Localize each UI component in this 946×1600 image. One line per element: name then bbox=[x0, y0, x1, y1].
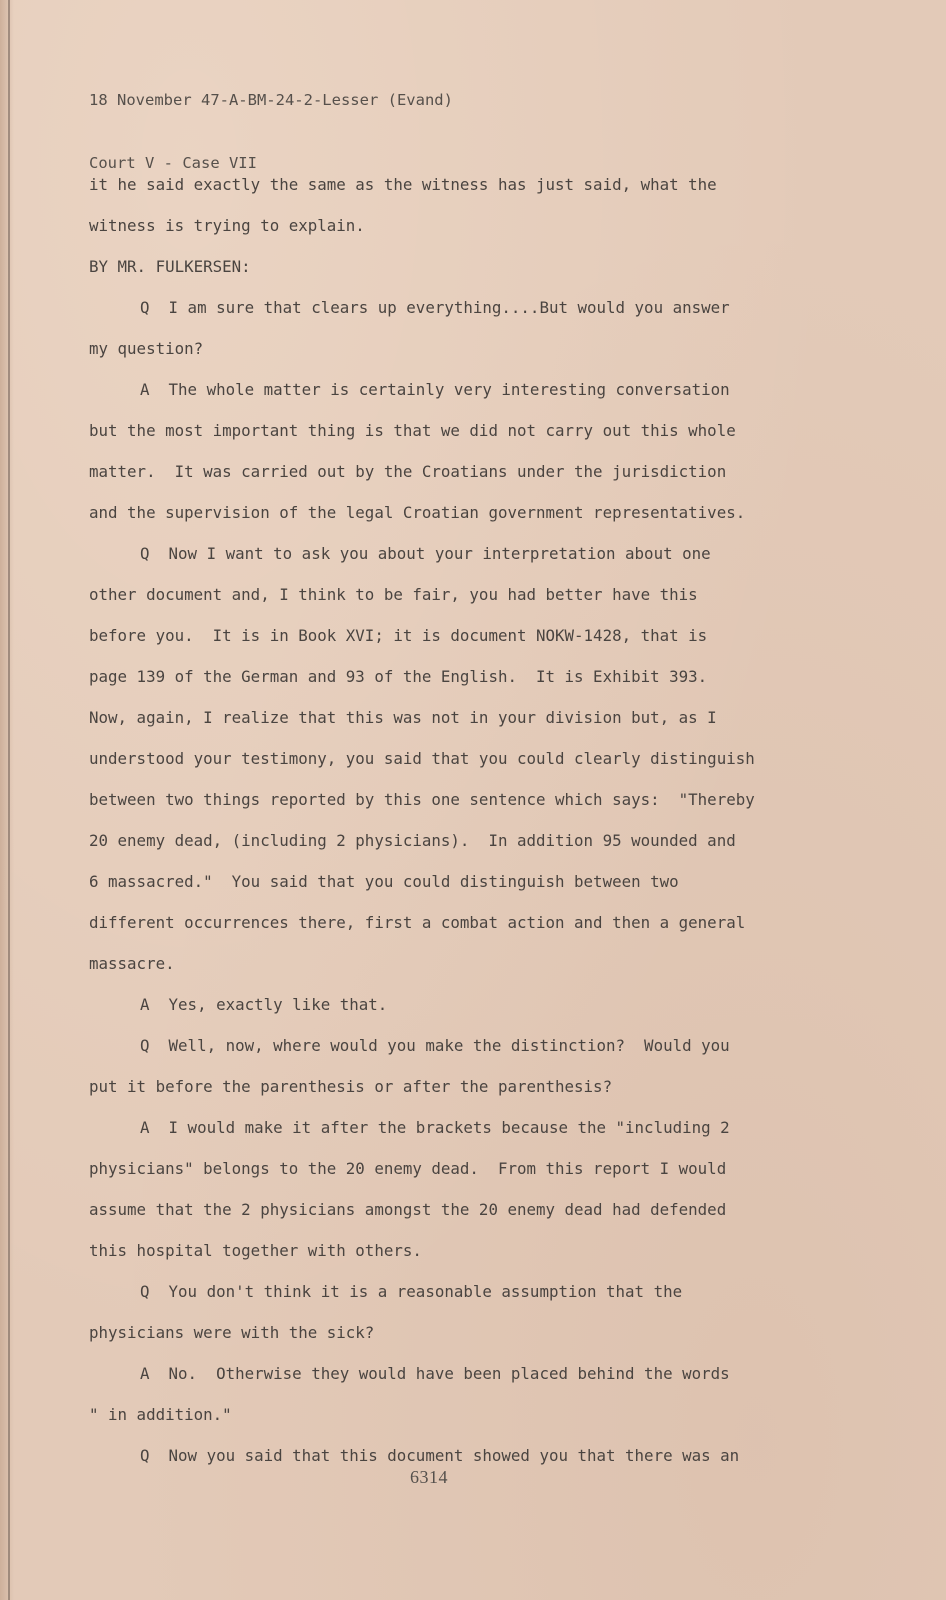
transcript-line: Q Now you said that this document showed you that there was an bbox=[140, 1446, 740, 1465]
transcript-line: witness is trying to explain. bbox=[89, 216, 365, 235]
transcript-line: " in addition." bbox=[89, 1405, 232, 1424]
header-court-line: Court V - Case VII bbox=[89, 154, 257, 172]
transcript-line: my question? bbox=[89, 339, 204, 358]
transcript-line: matter. It was carried out by the Croatians under the jurisdiction bbox=[89, 462, 727, 481]
transcript-line: A Yes, exactly like that. bbox=[140, 995, 388, 1014]
header-reference-line: 18 November 47-A-BM-24-2-Lesser (Evand) bbox=[89, 91, 453, 109]
transcript-line: this hospital together with others. bbox=[89, 1241, 422, 1260]
transcript-line: but the most important thing is that we did not carry out this whole bbox=[89, 421, 736, 440]
transcript-line: Q I am sure that clears up everything....But would you answer bbox=[140, 298, 730, 317]
transcript-line: different occurrences there, first a combat action and then a general bbox=[89, 913, 746, 932]
transcript-line: Q Well, now, where would you make the distinction? Would you bbox=[140, 1036, 730, 1055]
transcript-line: 20 enemy dead, (including 2 physicians). In addition 95 wounded and bbox=[89, 831, 736, 850]
transcript-body bbox=[89, 170, 824, 1482]
transcript-line: other document and, I think to be fair, you had better have this bbox=[89, 585, 698, 604]
transcript-line: A No. Otherwise they would have been placed behind the words bbox=[140, 1364, 730, 1383]
transcript-line: and the supervision of the legal Croatian government representatives. bbox=[89, 503, 746, 522]
transcript-line: it he said exactly the same as the witness has just said, what the bbox=[89, 175, 717, 194]
transcript-line: BY MR. FULKERSEN: bbox=[89, 257, 251, 276]
transcript-line: page 139 of the German and 93 of the English. It is Exhibit 393. bbox=[89, 667, 708, 686]
transcript-line: A The whole matter is certainly very interesting conversation bbox=[140, 380, 730, 399]
page-number: 6314 bbox=[410, 1467, 448, 1487]
transcript-line: Now, again, I realize that this was not in your division but, as I bbox=[89, 708, 717, 727]
transcript-line: Q Now I want to ask you about your interpretation about one bbox=[140, 544, 711, 563]
paper-binding-line bbox=[8, 0, 10, 1600]
paper-left-edge bbox=[0, 0, 14, 1600]
transcript-line: massacre. bbox=[89, 954, 175, 973]
transcript-line: put it before the parenthesis or after the parenthesis? bbox=[89, 1077, 613, 1096]
transcript-line: before you. It is in Book XVI; it is document NOKW-1428, that is bbox=[89, 626, 708, 645]
transcript-line: A I would make it after the brackets because the "including 2 bbox=[140, 1118, 730, 1137]
transcript-line: Q You don't think it is a reasonable assumption that the bbox=[140, 1282, 683, 1301]
transcript-line: understood your testimony, you said that you could clearly distinguish bbox=[89, 749, 755, 768]
transcript-line: 6 massacred." You said that you could distinguish between two bbox=[89, 872, 679, 891]
transcript-line: physicians" belongs to the 20 enemy dead. From this report I would bbox=[89, 1159, 727, 1178]
transcript-line: between two things reported by this one sentence which says: "Thereby bbox=[89, 790, 755, 809]
transcript-line: physicians were with the sick? bbox=[89, 1323, 375, 1342]
transcript-line: assume that the 2 physicians amongst the 20 enemy dead had defended bbox=[89, 1200, 727, 1219]
